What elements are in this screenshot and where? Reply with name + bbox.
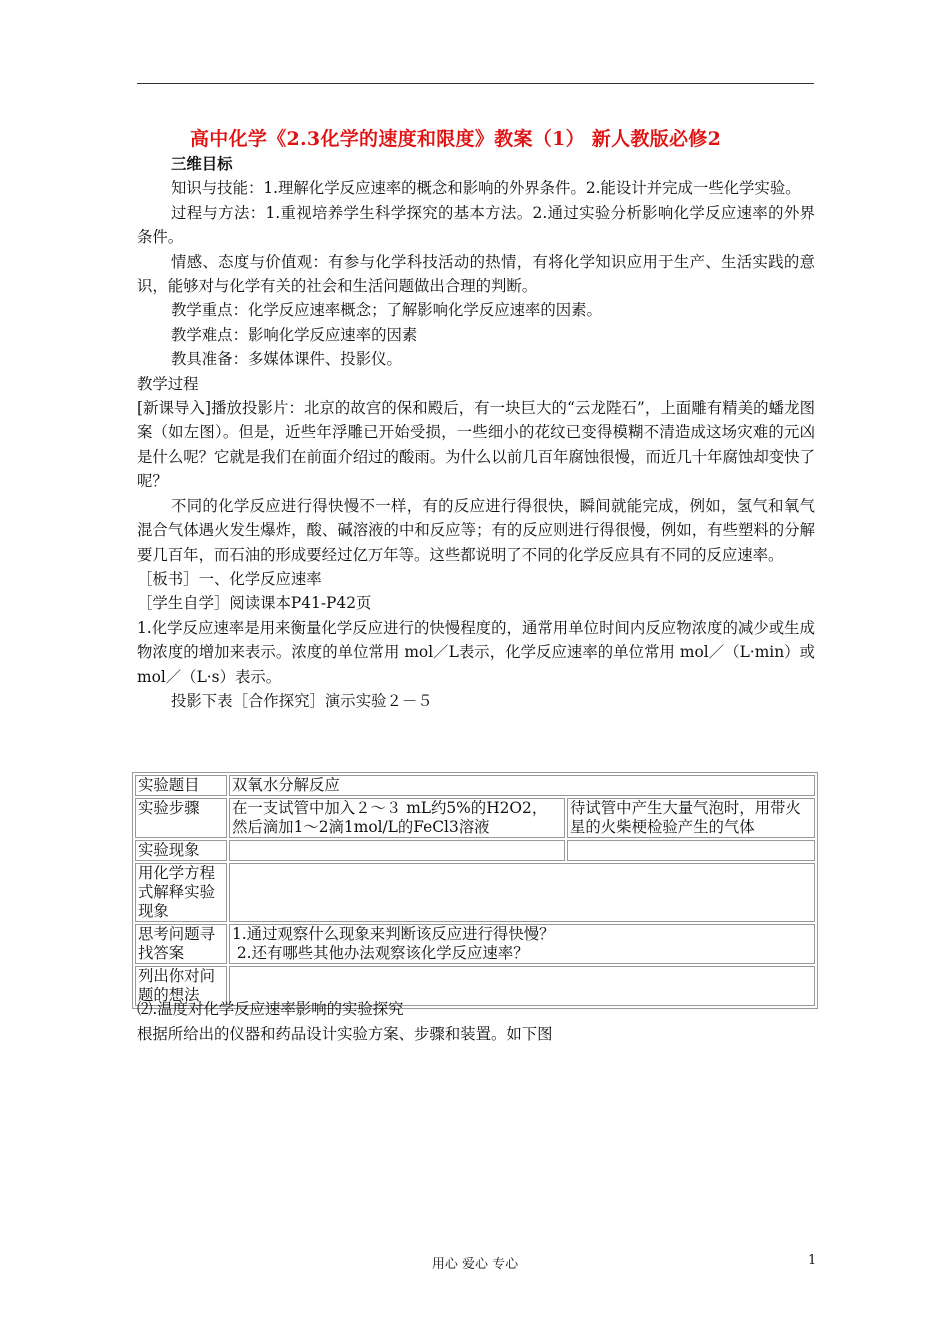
table-row — [135, 798, 815, 838]
question-1: 1.通过观察什么现象来判断该反应进行得快慢？ — [232, 925, 555, 943]
temperature-section — [137, 997, 815, 1047]
teaching-difficulty: 教学难点：影响化学反应速率的因素 — [171, 325, 418, 344]
board-note: ［板书］一、化学反应速率 — [137, 569, 322, 588]
process-heading: 教学过程 — [137, 374, 199, 393]
intro-paragraph: [新课导入]播放投影片：北京的故宫的保和殿后，有一块巨大的“云龙陛石”，上面雕有精美的蟠龙图案（如左图）。但是，近些年浮雕已开始受损，一些细小的花纹已变得模糊不清造成这场灾难的元凶是什么呢？它就是我们在前面介绍过的酸雨。为什么以前几百年腐蚀很慢，而近几十年腐蚀却变快了呢？ — [137, 399, 815, 491]
goal-process: 过程与方法：1.重视培养学生科学探究的基本方法。2.通过实验分析影响化学反应速率的外界条件。 — [137, 203, 815, 247]
row-label-equation: 用化学方程式解释实验现象 — [135, 863, 227, 922]
row-label-title: 实验题目 — [135, 775, 227, 796]
row-value-title: 双氧水分解反应 — [229, 775, 815, 796]
header-rule — [137, 83, 814, 84]
row-label-questions: 思考问题寻找答案 — [135, 924, 227, 964]
table-row — [135, 775, 815, 796]
row-value-equation — [229, 863, 815, 922]
experiment-table — [132, 772, 818, 1009]
document-title: 高中化学《2.3化学的速度和限度》教案（1） 新人教版必修2 — [190, 128, 722, 150]
row-value-phenomenon-b — [567, 840, 815, 861]
temperature-text: 根据所给出的仪器和药品设计实验方案、步骤和装置。如下图 — [137, 1025, 553, 1043]
goal-knowledge: 知识与技能：1.理解化学反应速率的概念和影响的外界条件。2.能设计并完成一些化学实验。 — [171, 179, 801, 198]
teaching-focus: 教学重点：化学反应速率概念；了解影响化学反应速率的因素。 — [171, 301, 602, 320]
row-value-phenomenon-a — [229, 840, 565, 861]
row-value-steps-b: 待试管中产生大量气泡时，用带火星的火柴梗检验产生的气体 — [567, 798, 815, 838]
goal-attitude: 情感、态度与价值观：有参与化学科技活动的热情，有将化学知识应用于生产、生活实践的意识，能够对与化学有关的社会和生活问题做出合理的判断。 — [137, 252, 815, 296]
temperature-heading: ⑵.温度对化学反应速率影响的实验探究 — [137, 1000, 404, 1018]
row-label-steps: 实验步骤 — [135, 798, 227, 838]
row-value-steps-a: 在一支试管中加入２～３ mL约5%的H2O2，然后滴加1～2滴1mol/L的FeCl3溶液 — [229, 798, 565, 838]
row-value-questions — [229, 924, 815, 964]
teaching-tools: 教具准备：多媒体课件、投影仪。 — [171, 350, 402, 369]
document-body — [137, 152, 815, 713]
table-row — [135, 840, 815, 861]
footer-text: 用心 爱心 专心 — [431, 1257, 519, 1272]
row-label-ideas: 列出你对问题的想法 — [135, 966, 227, 1006]
table-row — [135, 924, 815, 964]
self-study-note: ［学生自学］阅读课本P41-P42页 — [137, 594, 372, 613]
question-2: 2.还有哪些其他办法观察该化学反应速率？ — [232, 944, 529, 962]
table-row — [135, 863, 815, 922]
goals-heading: 三维目标 — [171, 155, 233, 173]
table-caption: 投影下表［合作探究］演示实验２－５ — [171, 691, 433, 710]
row-label-phenomenon: 实验现象 — [135, 840, 227, 861]
page-number: 1 — [808, 1253, 817, 1268]
rate-paragraph: 不同的化学反应进行得快慢不一样，有的反应进行得很快，瞬间就能完成，例如，氢气和氧气混合气体遇火发生爆炸，酸、碱溶液的中和反应等；有的反应则进行得很慢，例如，有些塑料的分解要几百年，而石油的形成要经过亿万年等。这些都说明了不同的化学反应具有不同的反应速率。 — [137, 496, 815, 564]
rate-definition: 1.化学反应速率是用来衡量化学反应进行的快慢程度的，通常用单位时间内反应物浓度的减少或生成物浓度的增加来表示。浓度的单位常用 mol／L表示，化学反应速率的单位常用 mol／（L·min）或mol／（L·s）表示。 — [137, 618, 815, 686]
